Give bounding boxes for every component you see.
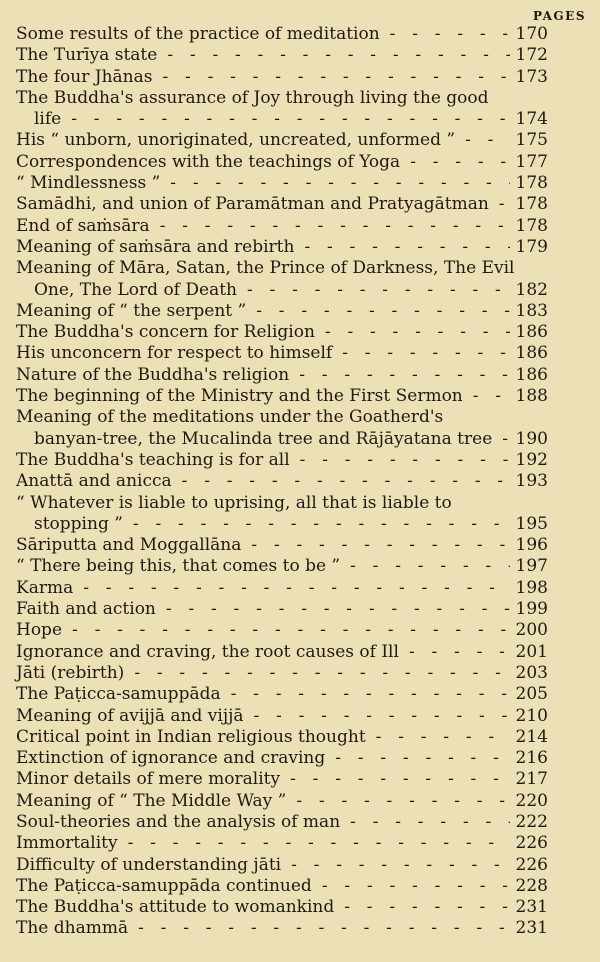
toc-entry — [16, 493, 548, 536]
toc-entry-page-number: 183 — [515, 300, 548, 321]
toc-entry-title: The Paṭicca-samuppāda — [16, 684, 221, 705]
toc-entry-title: Nature of the Buddha's religion — [16, 364, 290, 385]
dot-leader — [124, 663, 509, 684]
toc-entry — [16, 130, 548, 151]
dot-leader — [286, 791, 509, 812]
toc-entry — [16, 237, 548, 258]
dot-leader — [172, 471, 510, 492]
toc-entry-page-number: 201 — [515, 641, 548, 662]
toc-entry-title: Ignorance and craving, the root causes of Ill — [16, 641, 399, 662]
dot-leader — [492, 429, 509, 450]
toc-entry-title: Karma — [16, 577, 74, 598]
toc-entry — [16, 88, 548, 131]
toc-entry-title-line1: “ Whatever is liable to uprising, all that is liable to — [16, 492, 452, 513]
dot-leader — [241, 535, 509, 556]
toc-entry-page-number: 228 — [515, 875, 548, 896]
toc-entry-page-number: 199 — [515, 599, 548, 620]
toc-entry — [16, 45, 548, 66]
toc-entry-title: End of saṁsāra — [16, 215, 150, 236]
toc-entry-page-number: 195 — [515, 513, 548, 534]
toc-entry-title: Meaning of avijjā and vijjā — [16, 705, 244, 726]
toc-entry-page-number: 205 — [515, 684, 548, 705]
toc-entry-page-number: 186 — [515, 343, 548, 364]
toc-entry — [16, 833, 548, 854]
toc-entry-title: The beginning of the Ministry and the First Sermon — [16, 386, 463, 407]
toc-entry-title-line1: Meaning of the meditations under the Goatherd's — [16, 407, 444, 428]
toc-entry — [16, 642, 548, 663]
dot-leader — [62, 620, 510, 641]
toc-entry-page-number: 222 — [515, 811, 548, 832]
toc-entry — [16, 727, 548, 748]
toc-entry-page-number: 226 — [515, 854, 548, 875]
toc-entry — [16, 684, 548, 705]
dot-leader — [160, 173, 509, 194]
dot-leader — [123, 514, 510, 535]
pages-column-header: PAGES — [532, 9, 586, 23]
toc-entry-title: Meaning of “ The Middle Way ” — [16, 790, 287, 811]
toc-entry-title: Immortality — [16, 833, 118, 854]
toc-entry-title: Faith and action — [16, 599, 156, 620]
toc-entry-title: life — [34, 109, 62, 130]
toc-entry — [16, 897, 548, 918]
toc-entry-title: One, The Lord of Death — [34, 279, 237, 300]
dot-leader — [61, 109, 509, 130]
toc-entry-title: “ There being this, that comes to be ” — [16, 556, 341, 577]
toc-entry — [16, 471, 548, 492]
toc-entry — [16, 620, 548, 641]
toc-entry-page-number: 188 — [515, 386, 548, 407]
toc-entry-page-number: 190 — [515, 428, 548, 449]
toc-entry — [16, 706, 548, 727]
dot-leader — [246, 301, 509, 322]
dot-leader — [281, 855, 509, 876]
dot-leader — [294, 237, 509, 258]
dot-leader — [280, 769, 509, 790]
dot-leader — [325, 748, 509, 769]
toc-entry-page-number: 231 — [515, 897, 548, 918]
toc-entry-title: Meaning of “ the serpent ” — [16, 300, 247, 321]
toc-entry-title: Soul-theories and the analysis of man — [16, 811, 341, 832]
toc-entry — [16, 535, 548, 556]
toc-entry-title: His unconcern for respect to himself — [16, 343, 333, 364]
dot-leader — [156, 599, 510, 620]
toc-entry-page-number: 177 — [515, 151, 548, 172]
dot-leader — [380, 24, 510, 45]
toc-entry — [16, 748, 548, 769]
toc-entry-page-number: 214 — [515, 726, 548, 747]
toc-entry — [16, 663, 548, 684]
dot-leader — [289, 365, 509, 386]
dot-leader — [290, 450, 510, 471]
toc-entry-page-number: 186 — [515, 364, 548, 385]
toc-entry-page-number: 203 — [515, 662, 548, 683]
toc-entry-page-number: 173 — [515, 66, 548, 87]
dot-leader — [157, 45, 509, 66]
toc-entry-title: Minor details of mere morality — [16, 769, 281, 790]
dot-leader — [463, 386, 510, 407]
toc-entry-page-number: 170 — [515, 24, 548, 44]
toc-entry-title: Sāriputta and Moggallāna — [16, 535, 242, 556]
toc-entry-title-line1: The Buddha's assurance of Joy through living the good — [16, 87, 489, 108]
toc-entry — [16, 855, 548, 876]
toc-entry — [16, 216, 548, 237]
toc-entry-page-number: 197 — [515, 556, 548, 577]
toc-entry-title: Some results of the practice of meditation — [16, 24, 380, 44]
toc-entry — [16, 599, 548, 620]
toc-entry-title: The Buddha's teaching is for all — [16, 449, 290, 470]
toc-entry — [16, 343, 548, 364]
toc-entry-page-number: 220 — [515, 790, 548, 811]
toc-entry-title: banyan-tree, the Mucalinda tree and Rājāyatana tree — [34, 428, 493, 449]
toc-entry-title: Samādhi, and union of Paramātman and Pratyagātman — [16, 194, 489, 215]
dot-leader — [332, 343, 509, 364]
dot-leader — [237, 280, 510, 301]
toc-entry — [16, 301, 548, 322]
toc-entry-page-number: 200 — [515, 620, 548, 641]
toc-entry-title-line1: Meaning of Māra, Satan, the Prince of Darkness, The Evil — [16, 258, 515, 279]
toc-entry-title: Correspondences with the teachings of Yoga — [16, 151, 401, 172]
dot-leader — [128, 918, 509, 939]
toc-entry-page-number: 226 — [515, 833, 548, 854]
dot-leader — [340, 556, 509, 577]
dot-leader — [312, 876, 510, 897]
dot-leader — [399, 642, 510, 663]
dot-leader — [489, 194, 510, 215]
dot-leader — [400, 152, 509, 173]
dot-leader — [315, 322, 510, 343]
toc-entry-title: Hope — [16, 620, 63, 641]
toc-entry — [16, 791, 548, 812]
toc-entry — [16, 365, 548, 386]
toc-entry-page-number: 178 — [515, 215, 548, 236]
toc-entry-page-number: 210 — [515, 705, 548, 726]
toc-entry-title: The four Jhānas — [16, 66, 153, 87]
toc-entry-page-number: 174 — [515, 109, 548, 130]
toc-entry-title: His “ unborn, unoriginated, uncreated, unformed ” — [16, 130, 456, 151]
dot-leader — [244, 706, 510, 727]
dot-leader — [118, 833, 510, 854]
toc-entry-title: The Paṭicca-samuppāda continued — [16, 875, 312, 896]
toc-entry — [16, 918, 548, 939]
toc-entry-title: “ Mindlessness ” — [16, 173, 161, 194]
toc-entry-page-number: 179 — [515, 236, 548, 257]
toc-entry — [16, 556, 548, 577]
toc-entry-page-number: 186 — [515, 322, 548, 343]
toc-entry — [16, 152, 548, 173]
dot-leader — [340, 812, 509, 833]
table-of-contents — [16, 24, 548, 940]
toc-entry — [16, 876, 548, 897]
dot-leader — [152, 67, 509, 88]
toc-entry-title: stopping ” — [34, 513, 123, 534]
toc-entry-page-number: 175 — [515, 130, 548, 151]
toc-entry — [16, 67, 548, 88]
dot-leader — [221, 684, 510, 705]
dot-leader — [366, 727, 510, 748]
toc-entry-page-number: 193 — [515, 471, 548, 492]
dot-leader — [73, 578, 509, 599]
toc-entry — [16, 322, 548, 343]
toc-entry — [16, 386, 548, 407]
toc-entry — [16, 812, 548, 833]
toc-entry — [16, 173, 548, 194]
toc-entry-page-number: 192 — [515, 449, 548, 470]
toc-entry — [16, 258, 548, 301]
toc-entry-title: Difficulty of understanding jāti — [16, 854, 282, 875]
toc-entry — [16, 769, 548, 790]
toc-entry-page-number: 172 — [515, 45, 548, 66]
toc-entry — [16, 24, 548, 45]
toc-entry-title: The Buddha's attitude to womankind — [16, 897, 335, 918]
dot-leader — [334, 897, 509, 918]
toc-entry — [16, 407, 548, 450]
toc-entry-page-number: 198 — [515, 577, 548, 598]
toc-entry-page-number: 178 — [515, 173, 548, 194]
toc-entry-title: Meaning of saṁsāra and rebirth — [16, 236, 295, 257]
toc-entry — [16, 450, 548, 471]
toc-entry-page-number: 231 — [515, 918, 548, 939]
toc-entry-title: The Turīya state — [16, 45, 158, 66]
toc-entry — [16, 578, 548, 599]
toc-entry-page-number: 217 — [515, 769, 548, 790]
toc-entry-title: Anattā and anicca — [16, 471, 172, 492]
toc-entry-page-number: 216 — [515, 748, 548, 769]
toc-entry-title: The Buddha's concern for Religion — [16, 322, 315, 343]
toc-entry-title: Extinction of ignorance and craving — [16, 748, 326, 769]
dot-leader — [455, 130, 509, 151]
toc-entry-page-number: 196 — [515, 535, 548, 556]
toc-entry-title: Critical point in Indian religious thought — [16, 726, 366, 747]
toc-entry-page-number: 178 — [515, 194, 548, 215]
toc-entry-title: The dhammā — [16, 918, 129, 939]
toc-entry — [16, 194, 548, 215]
toc-entry-title: Jāti (rebirth) — [16, 662, 125, 683]
toc-entry-page-number: 182 — [515, 279, 548, 300]
dot-leader — [150, 216, 510, 237]
